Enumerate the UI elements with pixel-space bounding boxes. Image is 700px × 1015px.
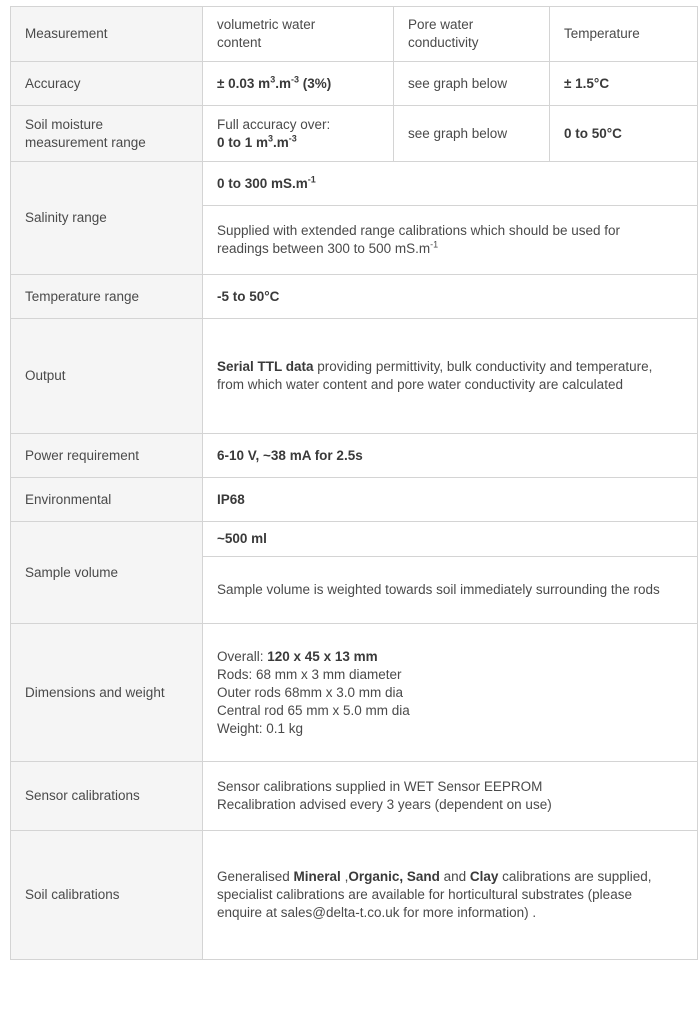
- header-pwc: [394, 7, 550, 62]
- soil-range-pwc: see graph below: [394, 106, 550, 162]
- temperature-range-label: Temperature range: [11, 275, 203, 319]
- environmental-value: IP68: [203, 478, 698, 522]
- specifications-table: [10, 6, 698, 960]
- header-row: [11, 7, 698, 62]
- temperature-range-row: [11, 275, 698, 319]
- salinity-note: Supplied with extended range calibrations which should be used for readings between 300 to 500 $mS.m^{-1}$: [203, 206, 698, 275]
- header-vwc-line2: content: [217, 35, 262, 50]
- header-measurement: Measurement: [11, 7, 203, 62]
- salinity-value: 0 to 300 $mS.m^{-1}$: [203, 162, 698, 206]
- power-value: 6-10 V, ~38 mA for 2.5s: [203, 434, 698, 478]
- soil-calibrations-label: Soil calibrations: [11, 831, 203, 960]
- output-label: Output: [11, 319, 203, 434]
- soil-calibrations-row: [11, 831, 698, 960]
- header-pwc-line2: conductivity: [408, 35, 479, 50]
- soil-range-row: [11, 106, 698, 162]
- soil-range-temp: 0 to 50°C: [550, 106, 698, 162]
- sample-volume-label: Sample volume: [11, 522, 203, 624]
- soil-range-label: Soil moisture measurement range: [11, 106, 203, 162]
- salinity-row: [11, 162, 698, 206]
- soil-range-vwc: Full accuracy over: 0 to 1 $m^3.m^{-3}$: [203, 106, 394, 162]
- sensor-calibrations-row: [11, 762, 698, 831]
- sensor-calibrations-label: Sensor calibrations: [11, 762, 203, 831]
- accuracy-temp: ± 1.5°C: [550, 62, 698, 106]
- sensor-calibrations-value: Sensor calibrations supplied in WET Sensor EEPROM Recalibration advised every 3 years (dependent on use): [203, 762, 698, 831]
- dimensions-row: [11, 624, 698, 762]
- accuracy-vwc: ± 0.03 $m^3.m^{-3}$ (3%): [203, 62, 394, 106]
- dimensions-label: Dimensions and weight: [11, 624, 203, 762]
- sample-volume-row: [11, 522, 698, 557]
- header-pwc-line1: Pore water: [408, 17, 474, 32]
- temperature-range-value: -5 to 50°C: [203, 275, 698, 319]
- soil-calibrations-value: Generalised Mineral ,Organic, Sand and Clay calibrations are supplied, specialist calibrations are available for horticultural substrates (please enquire at sales@delta-t.co.uk for more information) .: [203, 831, 698, 960]
- sample-volume-note: Sample volume is weighted towards soil immediately surrounding the rods: [203, 557, 698, 624]
- accuracy-pwc: see graph below: [394, 62, 550, 106]
- salinity-label: Salinity range: [11, 162, 203, 275]
- sample-volume-value: ~500 ml: [203, 522, 698, 557]
- accuracy-label: Accuracy: [11, 62, 203, 106]
- header-vwc-line1: volumetric water: [217, 17, 316, 32]
- header-vwc: [203, 7, 394, 62]
- dimensions-value: Overall: 120 x 45 x 13 mm Rods: 68 mm x 3 mm diameter Outer rods 68mm x 3.0 mm dia Central rod 65 mm x 5.0 mm dia Weight: 0.1 kg: [203, 624, 698, 762]
- environmental-label: Environmental: [11, 478, 203, 522]
- header-temperature: Temperature: [550, 7, 698, 62]
- power-row: [11, 434, 698, 478]
- accuracy-row: [11, 62, 698, 106]
- output-row: [11, 319, 698, 434]
- output-value: Serial TTL data providing permittivity, bulk conductivity and temperature, from which water content and pore water conductivity are calculated: [203, 319, 698, 434]
- environmental-row: [11, 478, 698, 522]
- power-label: Power requirement: [11, 434, 203, 478]
